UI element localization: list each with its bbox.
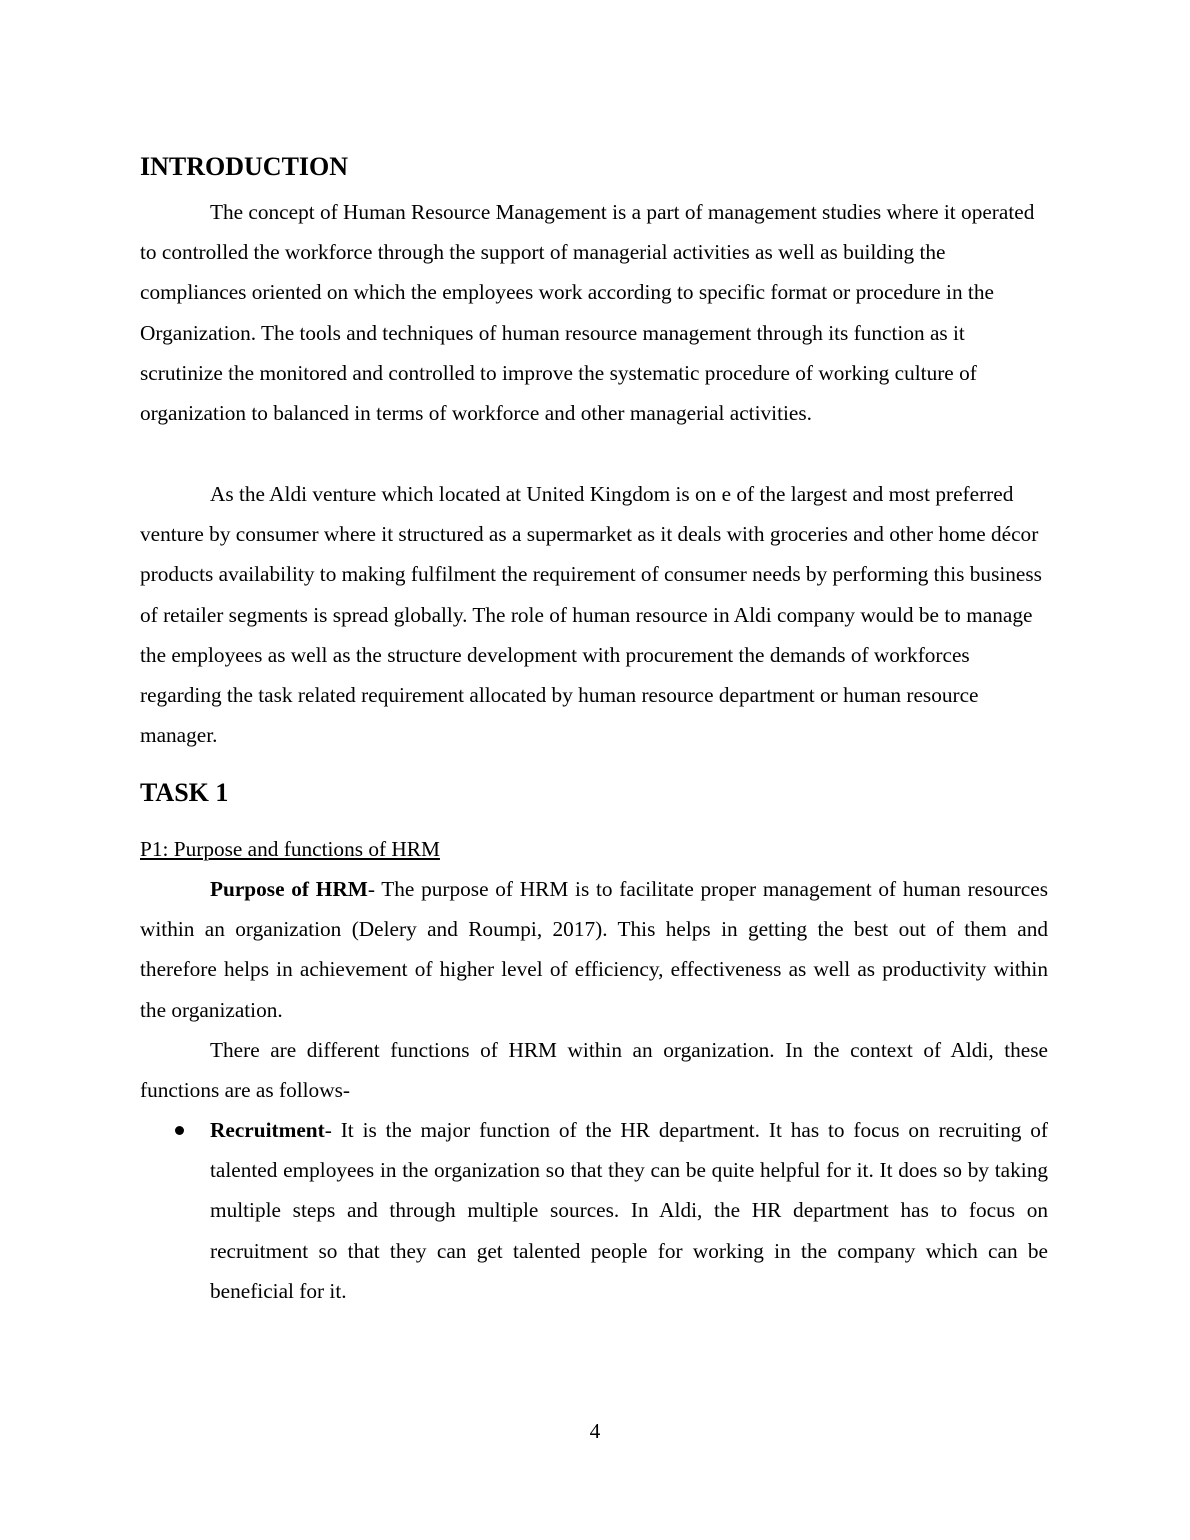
page-number: 4 (589, 1419, 601, 1443)
purpose-paragraph (140, 869, 1048, 1030)
introduction-paragraph-2-text: As the Aldi venture which located at United Kingdom is on e of the largest and most preferred venture by consumer where it structured as a supermarket as it deals with groceries and other home décor products availability to making fulfilment the requirement of consumer needs by performing this business of retailer segments is spread globally. The role of human resource in Aldi company would be to manage the employees as well as the structure development with procurement the demands of workforces regarding the task related requirement allocated by human resource department or human resource manager. (140, 482, 1042, 748)
purpose-label: Purpose of HRM (210, 877, 368, 901)
introduction-paragraph-1 (140, 192, 1048, 433)
bullet-dot-icon (175, 1126, 184, 1135)
functions-intro-text: There are different functions of HRM within an organization. In the context of Aldi, these functions are as follows- (140, 1038, 1048, 1103)
introduction-heading: INTRODUCTION (140, 152, 349, 181)
introduction-paragraph-2 (140, 474, 1048, 755)
task1-subheading: P1: Purpose and functions of HRM (140, 837, 440, 861)
purpose-text: - The purpose of HRM is to facilitate proper management of human resources within an organization (Delery and Roumpi, 2017). This helps in getting the best out of them and therefore helps in achievement of higher level of efficiency, effectiveness as well as productivity within the organization. (140, 877, 1048, 1022)
bullet-recruitment-text (210, 1110, 1048, 1311)
bullet-recruitment-body: - It is the major function of the HR department. It has to focus on recruiting of talented employees in the organization so that they can be quite helpful for it. It does so by taking multiple steps and through multiple sources. In Aldi, the HR department has to focus on recruitment so that they can get talented people for working in the company which can be beneficial for it. (210, 1118, 1048, 1303)
bullet-recruitment-label: Recruitment (210, 1118, 325, 1142)
task1-heading: TASK 1 (140, 778, 229, 807)
introduction-paragraph-1-text: The concept of Human Resource Management is a part of management studies where it operated to controlled the workforce through the support of managerial activities as well as building the compliances oriented on which the employees work according to specific format or procedure in the Organization. The tools and techniques of human resource management through its function as it scrutinize the monitored and controlled to improve the systematic procedure of working culture of organization to balanced in terms of workforce and other managerial activities. (140, 200, 1035, 426)
functions-intro-paragraph (140, 1030, 1048, 1110)
